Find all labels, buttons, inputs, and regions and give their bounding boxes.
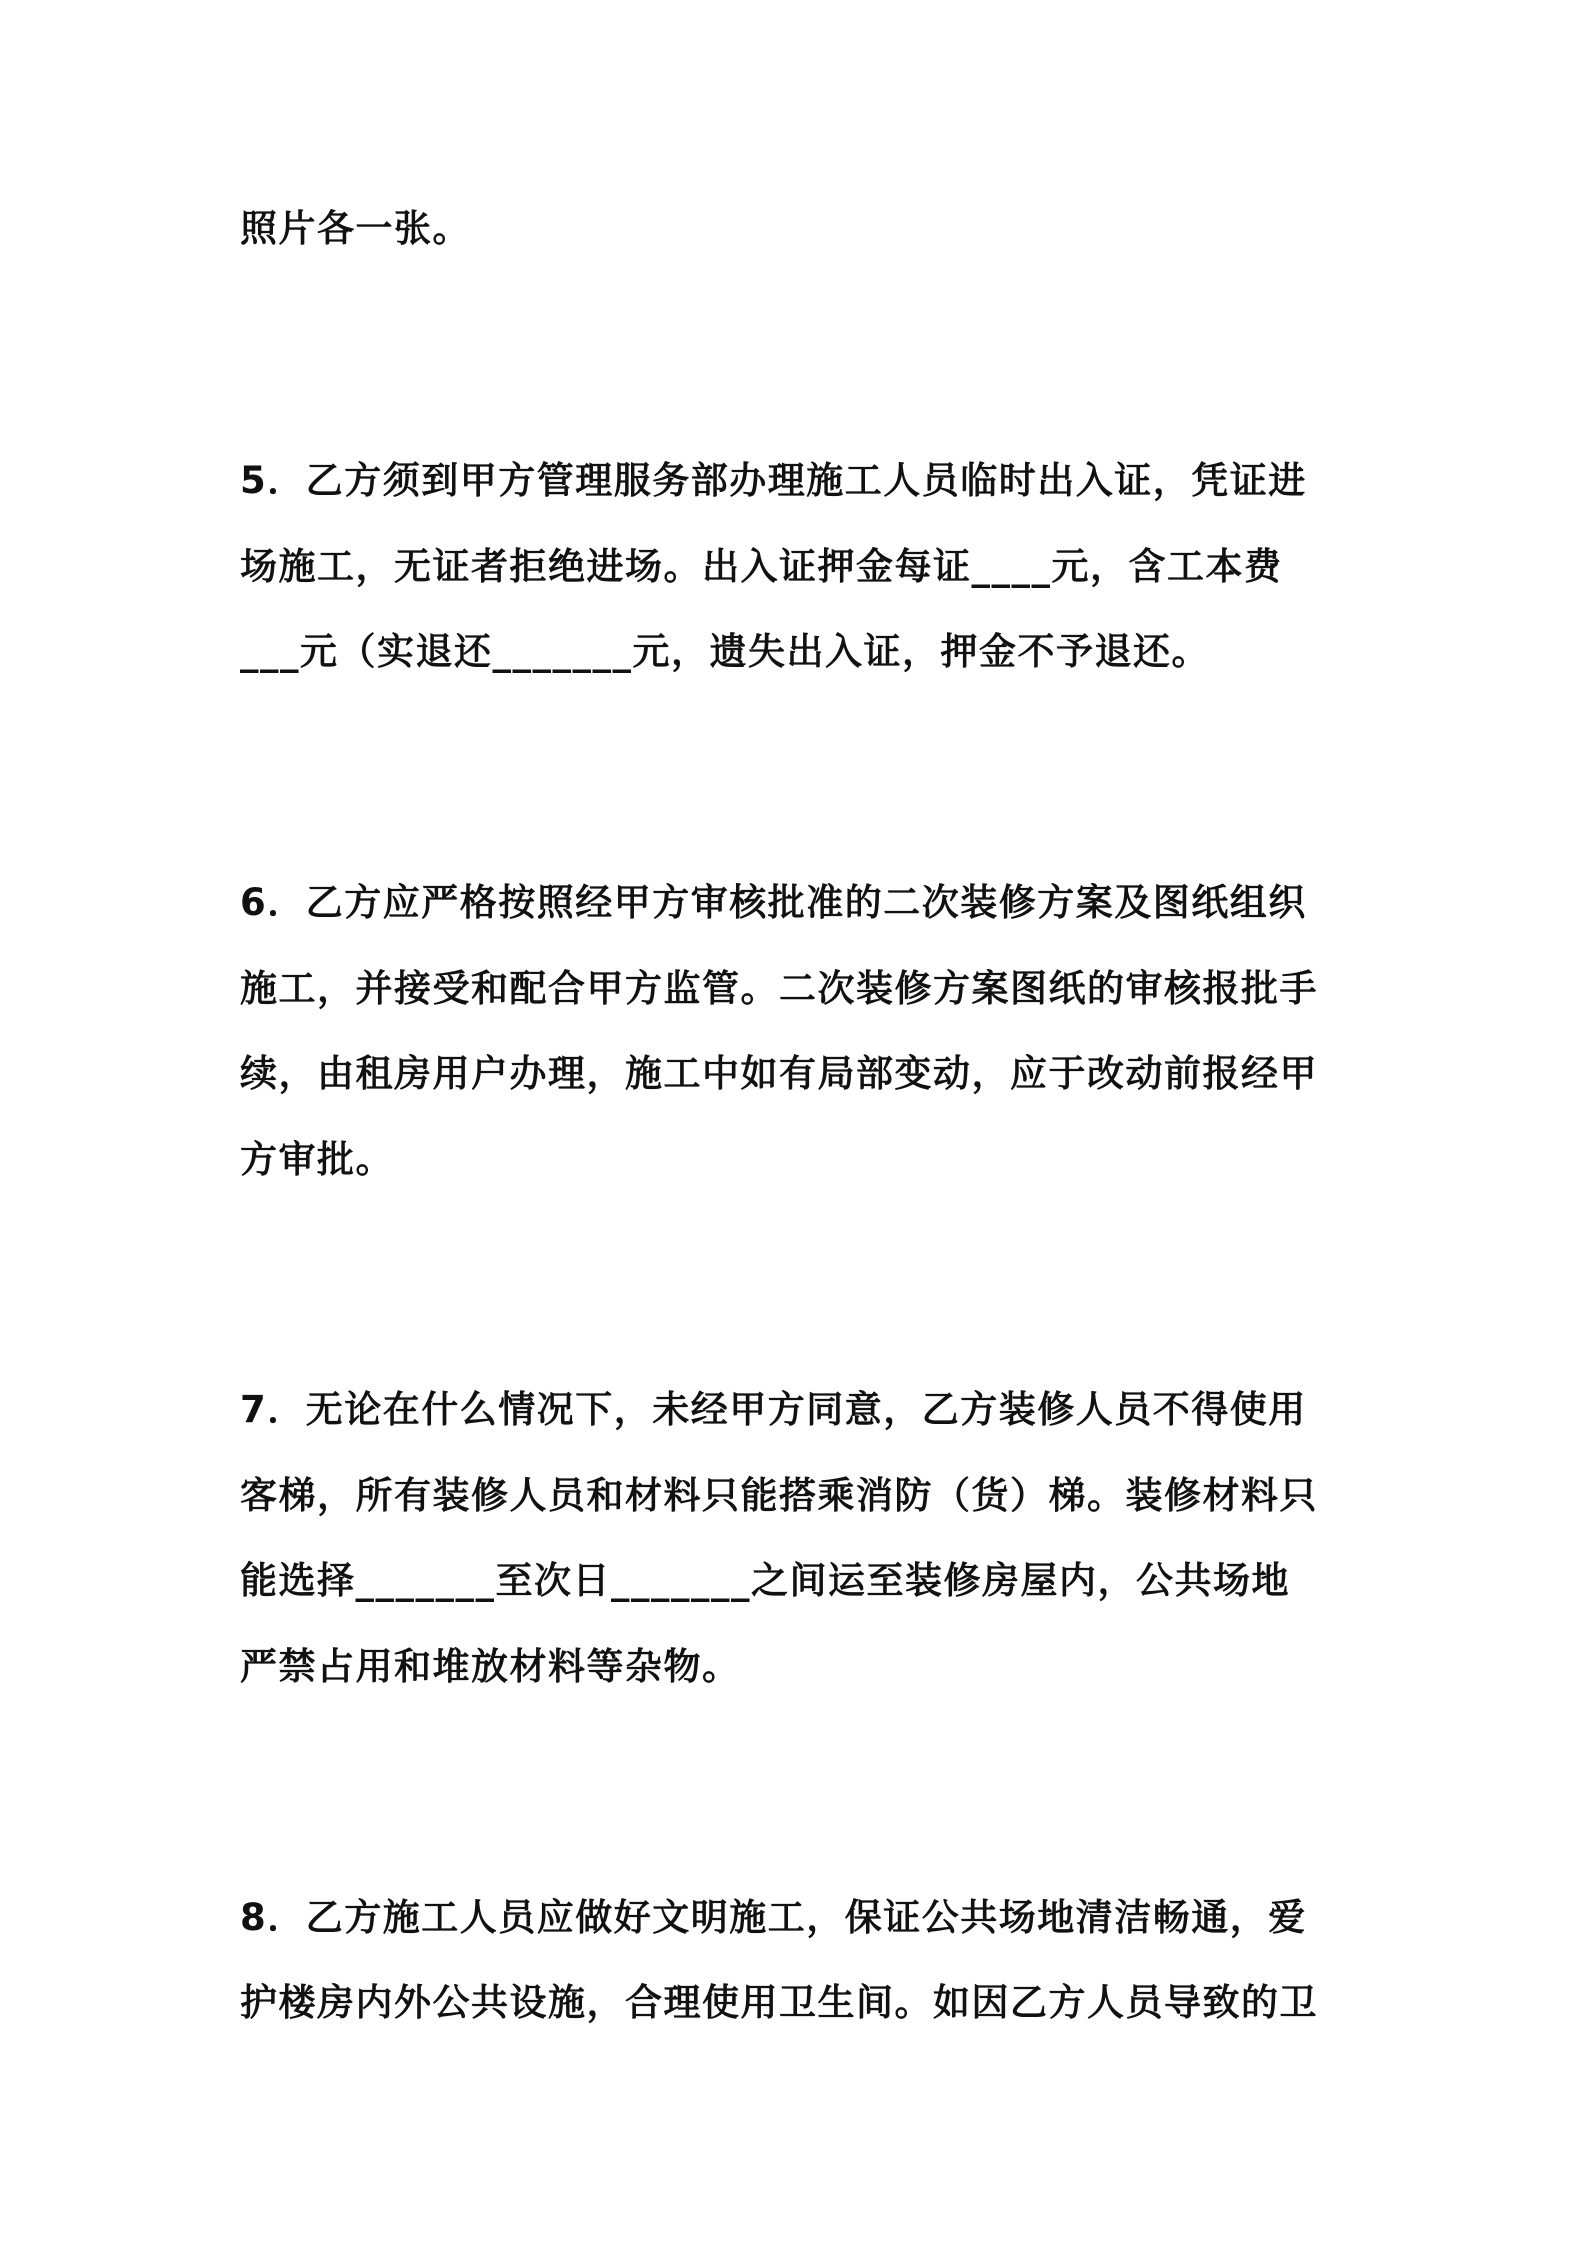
text-line: 严禁占用和堆放材料等杂物。 <box>240 1645 741 1688</box>
text-line: 续，由租房用户办理，施工中如有局部变动，应于改动前报经甲 <box>240 1052 1318 1095</box>
text-line: 7．无论在什么情况下，未经甲方同意，乙方装修人员不得使用 <box>240 1388 1307 1431</box>
text-line: ___元（实退还_______元，遗失出入证，押金不予退还。 <box>240 630 1210 673</box>
text-line: 方审批。 <box>240 1138 394 1181</box>
text-line: 施工，并接受和配合甲方监管。二次装修方案图纸的审核报批手 <box>240 967 1318 1010</box>
text-line: 能选择_______至次日_______之间运至装修房屋内，公共场地 <box>240 1559 1290 1602</box>
text-line: 5．乙方须到甲方管理服务部办理施工人员临时出入证，凭证进 <box>240 459 1307 502</box>
text-line: 6．乙方应严格按照经甲方审核批准的二次装修方案及图纸组织 <box>240 881 1307 924</box>
text-line: 照片各一张。 <box>240 207 471 250</box>
text-line: 客梯，所有装修人员和材料只能搭乘消防（货）梯。装修材料只 <box>240 1474 1318 1517</box>
text-line: 8．乙方施工人员应做好文明施工，保证公共场地清洁畅通，爱 <box>240 1896 1307 1939</box>
text-line: 场施工，无证者拒绝进场。出入证押金每证____元，含工本费 <box>240 545 1283 588</box>
text-line: 护楼房内外公共设施，合理使用卫生间。如因乙方人员导致的卫 <box>240 1981 1318 2024</box>
